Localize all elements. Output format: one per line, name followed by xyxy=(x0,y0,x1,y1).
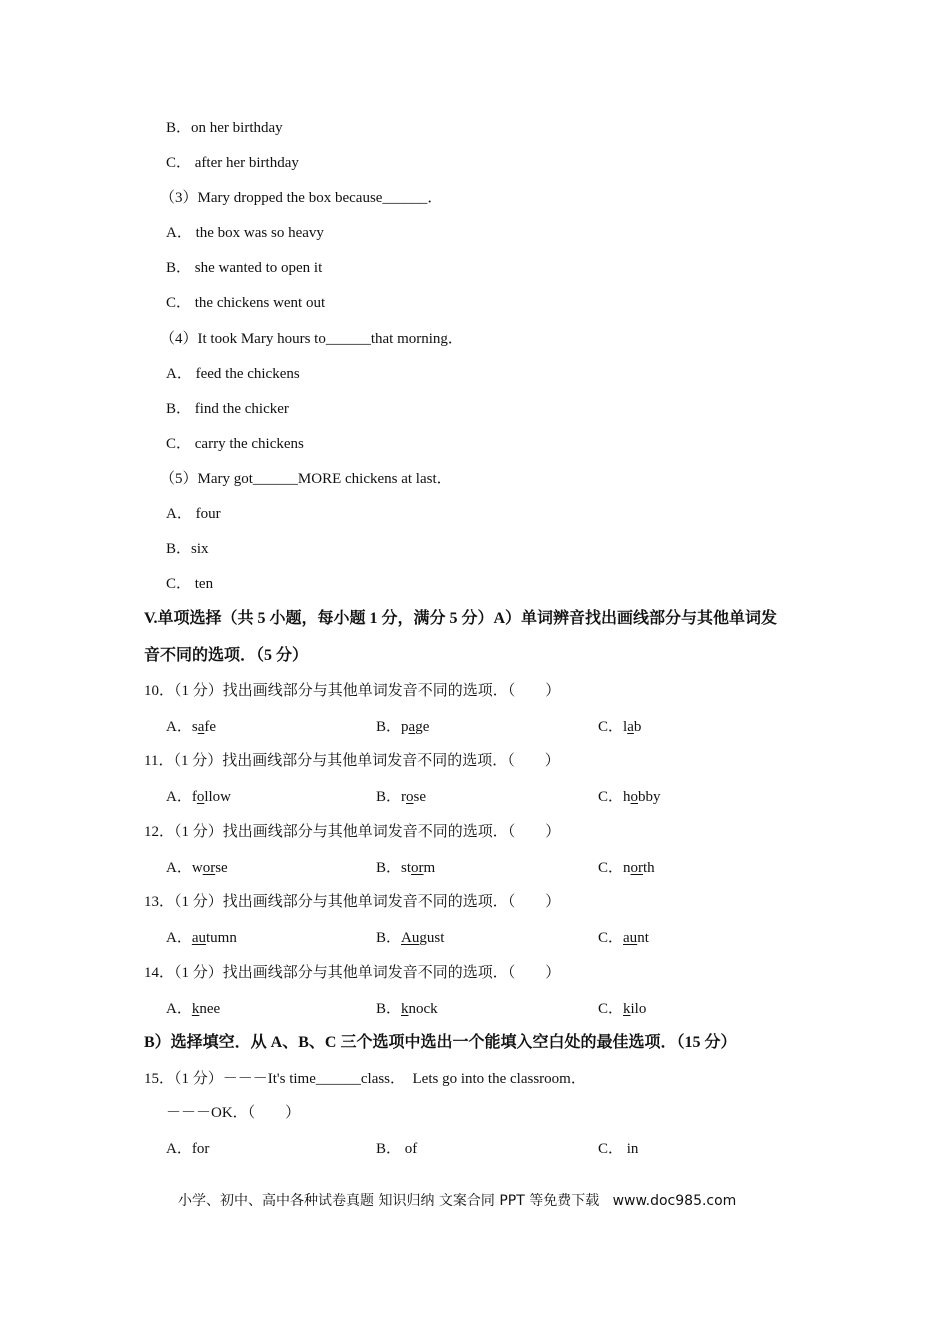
option-a: A．safe xyxy=(166,719,217,735)
option-c: C． the chickens went out xyxy=(166,295,326,311)
option-a: A． the box was so heavy xyxy=(166,225,324,241)
option-c: C． in xyxy=(598,1141,639,1157)
option-b: B．knock xyxy=(376,1001,438,1017)
option-c: C．hobby xyxy=(598,789,661,805)
option-a: A．for xyxy=(166,1141,210,1157)
question-5-stem: （5）Mary got______MORE chickens at last． xyxy=(160,471,452,487)
option-b: B．six xyxy=(166,541,209,557)
section-b-heading: B）选择填空．从 A、B、C 三个选项中选出一个能填入空白处的最佳选项．（15 分） xyxy=(144,1034,737,1051)
question-15-reply: －－－OK．（ ） xyxy=(166,1105,301,1121)
question-14-stem: 14．（1 分）找出画线部分与其他单词发音不同的选项．（ ） xyxy=(144,965,561,981)
section-heading: V.单项选择（共 5 小题，每小题 1 分，满分 5 分）A）单词辨音找出画线部分与其他单词发 xyxy=(144,610,778,627)
option-c: C．lab xyxy=(598,719,642,735)
option-b: B． of xyxy=(376,1141,418,1157)
option-c: C．kilo xyxy=(598,1001,647,1017)
option-b: B．storm xyxy=(376,860,436,876)
question-10-stem: 10．（1 分）找出画线部分与其他单词发音不同的选项．（ ） xyxy=(144,683,561,699)
page-footer: 小学、初中、高中各种试卷真题 知识归纳 文案合同 PPT 等免费下载 www.doc985.com xyxy=(178,1193,737,1209)
option-b: B．rose xyxy=(376,789,427,805)
option-a: A． feed the chickens xyxy=(166,366,300,382)
option-b: B．page xyxy=(376,719,430,735)
question-3-stem: （3）Mary dropped the box because______． xyxy=(160,190,443,206)
option-a: A．autumn xyxy=(166,930,237,946)
option-a: A．knee xyxy=(166,1001,221,1017)
option-c: C．aunt xyxy=(598,930,649,946)
option-a: A．worse xyxy=(166,860,228,876)
section-heading-continued: 音不同的选项．（5 分） xyxy=(144,647,309,664)
option-b: B． find the chicker xyxy=(166,401,289,417)
question-4-stem: （4）It took Mary hours to______that morning． xyxy=(160,331,463,347)
question-13-stem: 13．（1 分）找出画线部分与其他单词发音不同的选项．（ ） xyxy=(144,894,561,910)
question-15-stem: 15．（1 分）－－－It's time______class． Lets go into the classroom． xyxy=(144,1071,586,1087)
option-b: B． she wanted to open it xyxy=(166,260,323,276)
option-b: B．on her birthday xyxy=(166,120,283,136)
option-a: A．follow xyxy=(166,789,232,805)
option-c: C．north xyxy=(598,860,655,876)
question-12-stem: 12．（1 分）找出画线部分与其他单词发音不同的选项．（ ） xyxy=(144,824,561,840)
option-c: C． carry the chickens xyxy=(166,436,304,452)
option-b: B．August xyxy=(376,930,445,946)
option-a: A． four xyxy=(166,506,221,522)
option-c: C． ten xyxy=(166,576,214,592)
option-c: C． after her birthday xyxy=(166,155,299,171)
question-11-stem: 11．（1 分）找出画线部分与其他单词发音不同的选项．（ ） xyxy=(144,753,560,769)
